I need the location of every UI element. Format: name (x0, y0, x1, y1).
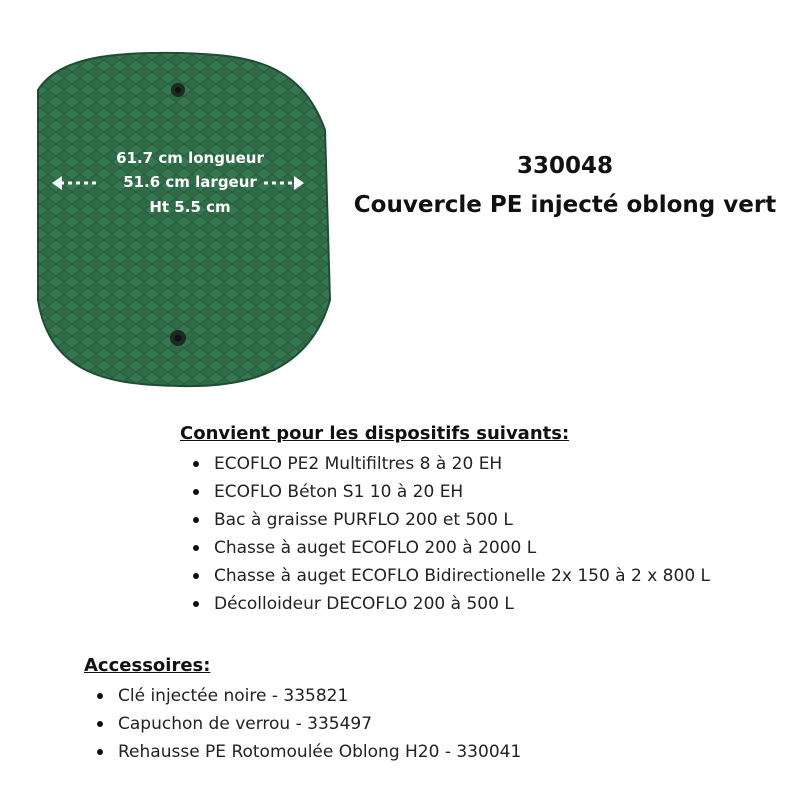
list-item (180, 506, 710, 534)
product-name: Couvercle PE injecté oblong vert (353, 192, 777, 218)
list-item (84, 682, 521, 710)
dimension-length: 61.7 cm longueur (116, 149, 264, 167)
list-item (180, 478, 710, 506)
list-item (84, 738, 521, 766)
list-item-text: ECOFLO PE2 Multifiltres 8 à 20 EH (214, 454, 503, 474)
bullet-icon (193, 517, 199, 523)
list-item-text: Clé injectée noire - 335821 (118, 686, 349, 706)
list-item (180, 450, 710, 478)
bullet-icon (193, 489, 199, 495)
list-item-text: Rehausse PE Rotomoulée Oblong H20 - 330041 (118, 742, 522, 762)
bullet-icon (97, 749, 103, 755)
list-item-text: Décolloideur DECOFLO 200 à 500 L (214, 594, 514, 614)
bullet-icon (193, 601, 199, 607)
accessories-title: Accessoires: (84, 655, 211, 676)
dimension-width: 51.6 cm largeur (123, 173, 257, 191)
product-code: 330048 (516, 153, 614, 179)
bullet-icon (97, 693, 103, 699)
bullet-icon (193, 461, 199, 467)
list-item (180, 590, 710, 618)
list-item-text: Bac à graisse PURFLO 200 et 500 L (214, 510, 513, 530)
list-item (180, 534, 710, 562)
list-item-text: Capuchon de verrou - 335497 (118, 714, 373, 734)
accessories-list (84, 682, 521, 766)
list-item (84, 710, 521, 738)
list-item-text: Chasse à auget ECOFLO Bidirectionelle 2x 150 à 2 x 800 L (214, 566, 711, 586)
list-item-text: ECOFLO Béton S1 10 à 20 EH (214, 482, 464, 502)
bullet-icon (193, 545, 199, 551)
dimension-height: Ht 5.5 cm (149, 198, 231, 216)
list-item (180, 562, 710, 590)
bullet-icon (193, 573, 199, 579)
list-item-text: Chasse à auget ECOFLO 200 à 2000 L (214, 538, 537, 558)
bullet-icon (97, 721, 103, 727)
compatible-title: Convient pour les dispositifs suivants: (180, 423, 570, 444)
compatible-list (180, 450, 710, 618)
